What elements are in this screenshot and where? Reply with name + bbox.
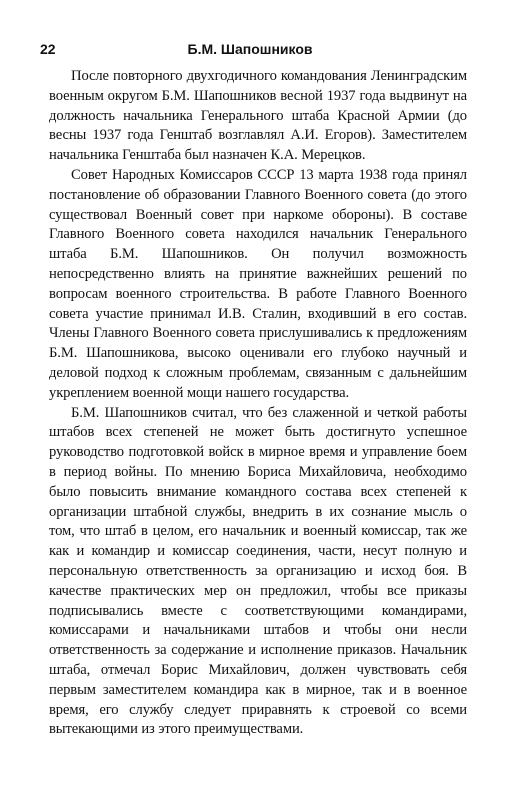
paragraph-1: После повторного двухгодичного командования Ленинградским военным округом Б.М. Шапошников весной 1937 года выдвинут на должность начальника Генерального штаба Красной Армии (до весны 1937 года Генштаб возглавлял А.И. Егоров). Заместителем начальника Генштаба был назначен К.А. Мерецков. [49, 68, 467, 164]
running-title: Б.М. Шапошников [187, 41, 313, 57]
running-head [40, 39, 460, 59]
page-number: 22 [40, 41, 56, 57]
body-text [49, 67, 467, 740]
paragraph-2: Совет Народных Комиссаров СССР 13 марта 1938 года принял постановление об образовании Главного Военного совета (до этого существовал Военный совет при наркоме обороны). В составе Главного Военного совета находился начальник Генерального штаба Б.М. Шапошников. Он получил возможность непосредственно влиять на принятие важнейших решений по вопросам военного строительства. В работе Главного Военного совета участие принимал И.В. Сталин, входивший в его состав. Члены Главного Военного совета прислушивались к предложениям Б.М. Шапошникова, высоко оценивали его глубоко научный и деловой подход к сложным проблемам, связанным с дальнейшим укреплением военной мощи нашего государства. [49, 166, 467, 401]
paragraph-3: Б.М. Шапошников считал, что без слаженной и четкой работы штабов всех степеней не может быть достигнуто успешное руководство подготовкой войск в мирное время и управление боем в период войны. По мнению Бориса Михайловича, необходимо было повысить внимание командного состава всех степеней к организации штабной службы, внедрить в их сознание мысль о том, что штаб в целом, его начальник и военный комиссар, так же как и командир и комиссар соединения, части, несут полную и персональную ответственность за организацию и исход боя. В качестве практических мер он предложил, чтобы все приказы подписывались вместе с соответствующими командирами, комиссарами и начальниками штабов и чтобы они несли ответственность за содержание и исполнение приказов. Начальник штаба, отмечал Борис Михайлович, должен чувствовать себя первым заместителем командира как в мирное, так и в военное время, его службу следует приравнять к строевой со всеми вытекающими из этого преимуществами. [49, 404, 467, 738]
